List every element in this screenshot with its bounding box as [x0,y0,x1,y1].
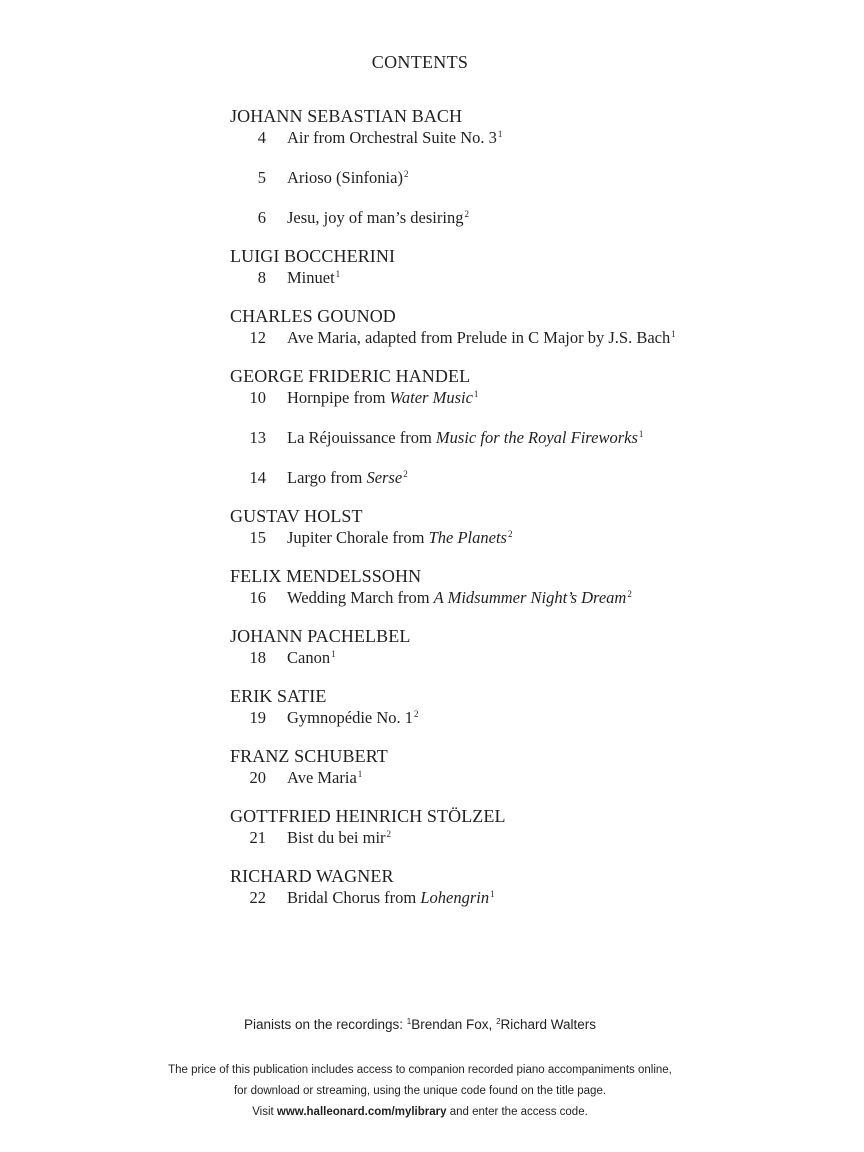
pianist-footnote-mark: 2 [507,529,513,539]
piece-title [287,527,512,549]
toc-entry[interactable] [230,127,790,149]
toc-entry[interactable] [230,267,790,289]
toc-entry[interactable] [230,427,790,449]
piece-title-text: Hornpipe from [287,388,390,407]
piece-title-text: Largo from [287,468,367,487]
composer-name: CHARLES GOUNOD [230,306,396,326]
work-title: Music for the Royal Fireworks [435,428,638,447]
piece-list [230,327,790,349]
pianists-prefix: Pianists on the recordings: [243,1017,407,1032]
pianist-footnote-mark: 1 [357,769,363,779]
composer-name: GUSTAV HOLST [230,506,363,526]
composer-group [230,685,790,729]
piece-list [230,647,790,669]
composer-group [230,625,790,669]
work-title: The Planets [428,528,507,547]
piece-title-text: Air from Orchestral Suite No. 3 [287,128,497,147]
notice-line-1: The price of this publication includes access to companion recorded piano accompaniments online, [168,1064,672,1076]
page-number: 21 [249,828,266,847]
toc-entry[interactable] [230,467,790,489]
pianist-footnote-mark: 1 [638,429,644,439]
composer-name: JOHANN PACHELBEL [230,626,411,646]
page-number: 5 [257,168,266,187]
composer-name: FELIX MENDELSSOHN [230,566,422,586]
notice-line-2: for download or streaming, using the unique code found on the title page. [233,1085,607,1097]
page-number: 6 [257,208,266,227]
toc-entry[interactable] [230,587,790,609]
piece-list [230,827,790,849]
composer-group [230,105,790,229]
composer-group [230,865,790,909]
page-title: CONTENTS [371,52,469,72]
page-number: 13 [249,428,266,447]
page-number: 22 [249,888,266,907]
piece-title-text: Bist du bei mir [287,828,386,847]
toc-entry[interactable] [230,887,790,909]
composer-name: JOHANN SEBASTIAN BACH [230,106,463,126]
composer-group [230,365,790,489]
piece-title-text: Wedding March from [287,588,434,607]
piece-title-text: La Réjouissance from [287,428,436,447]
piece-title-text: Jesu, joy of man’s desiring [287,208,464,227]
piece-title-text: Minuet [287,268,335,287]
piece-title-text: Canon [287,648,331,667]
piece-title [287,767,362,789]
piece-title [287,647,336,669]
page-number: 18 [249,648,266,667]
page-number: 8 [257,268,266,287]
pianist-footnote-mark: 2 [403,169,409,179]
notice-access-text: and enter the access code. [446,1106,588,1118]
work-title: Serse [366,468,403,487]
composer-name: ERIK SATIE [230,686,327,706]
piece-title [287,387,478,409]
piece-title [287,707,419,729]
piece-title [287,327,676,349]
composer-name: GEORGE FRIDERIC HANDEL [230,366,471,386]
piece-title-text: Gymnopédie No. 1 [287,708,414,727]
composer-group [230,805,790,849]
page-number: 20 [249,768,266,787]
page-number: 19 [249,708,266,727]
piece-title [287,127,502,149]
page-number: 14 [249,468,266,487]
work-title: A Midsummer Night’s Dream [433,588,627,607]
pianist-footnote-mark: 2 [414,709,419,719]
page-number: 12 [249,328,266,347]
piece-title-text: Bridal Chorus from [287,888,421,907]
pianist-footnote-mark: 1 [490,889,495,899]
access-notice [0,1060,840,1123]
page-number: 10 [249,388,266,407]
notice-line-3 [0,1102,840,1123]
composer-group [230,745,790,789]
toc-entry[interactable] [230,327,790,349]
piece-list [230,587,790,609]
pianist-footnote-mark: 1 [473,389,479,399]
page-number: 15 [249,528,266,547]
pianists-separator: , [488,1017,497,1032]
composer-group [230,565,790,609]
composer-group [230,245,790,289]
work-title: Lohengrin [420,888,490,907]
pianist-footnote-mark: 1 [497,129,503,139]
toc-entry[interactable] [230,767,790,789]
notice-visit-text: Visit [252,1106,277,1118]
piece-title [287,207,469,229]
piece-title-text: Arioso (Sinfonia) [287,168,403,187]
piece-title [287,827,391,849]
piece-list [230,767,790,789]
pianist-name-2: Richard Walters [500,1017,597,1032]
piece-list [230,707,790,729]
pianist-footnote-mark: 1 [671,329,676,339]
piece-title [287,427,643,449]
pianist-footnote-mark: 1 [331,649,336,659]
piece-title [287,167,408,189]
toc-entry[interactable] [230,827,790,849]
toc-entry[interactable] [230,167,790,189]
piece-title [287,587,632,609]
toc-entry[interactable] [230,387,790,409]
pianist-footnote-mark: 2 [627,589,632,599]
toc-entry[interactable] [230,707,790,729]
toc-entry[interactable] [230,647,790,669]
composer-name: GOTTFRIED HEINRICH STÖLZEL [230,806,506,826]
footnote-mark-1: 1 [406,1017,412,1026]
page-number: 4 [257,128,266,147]
pianist-name-1: Brendan Fox [411,1017,489,1032]
pianist-footnote-mark: 2 [464,209,469,219]
piece-title-text: Ave Maria [287,768,357,787]
pianists-credit [0,1017,840,1032]
piece-list [230,887,790,909]
composer-name: FRANZ SCHUBERT [230,746,388,766]
piece-title [287,887,495,909]
page-number: 16 [249,588,266,607]
piece-title-text: Ave Maria, adapted from Prelude in C Major by J.S. Bach [287,328,671,347]
mylibrary-link[interactable]: www.halleonard.com/mylibrary [276,1106,447,1118]
toc-entry[interactable] [230,527,790,549]
pianist-footnote-mark: 2 [386,829,392,839]
piece-list [230,127,790,229]
pianist-footnote-mark: 1 [335,269,341,279]
piece-list [230,267,790,289]
piece-title [287,467,408,489]
piece-title-text: Jupiter Chorale from [287,528,429,547]
composer-name: RICHARD WAGNER [230,866,394,886]
contents-list [230,105,790,925]
footnote-mark-2: 2 [496,1017,501,1026]
pianist-footnote-mark: 2 [403,469,408,479]
composer-group [230,505,790,549]
composer-name: LUIGI BOCCHERINI [230,246,396,266]
piece-list [230,387,790,489]
toc-entry[interactable] [230,207,790,229]
piece-list [230,527,790,549]
composer-group [230,305,790,349]
piece-title [287,267,340,289]
work-title: Water Music [389,388,473,407]
